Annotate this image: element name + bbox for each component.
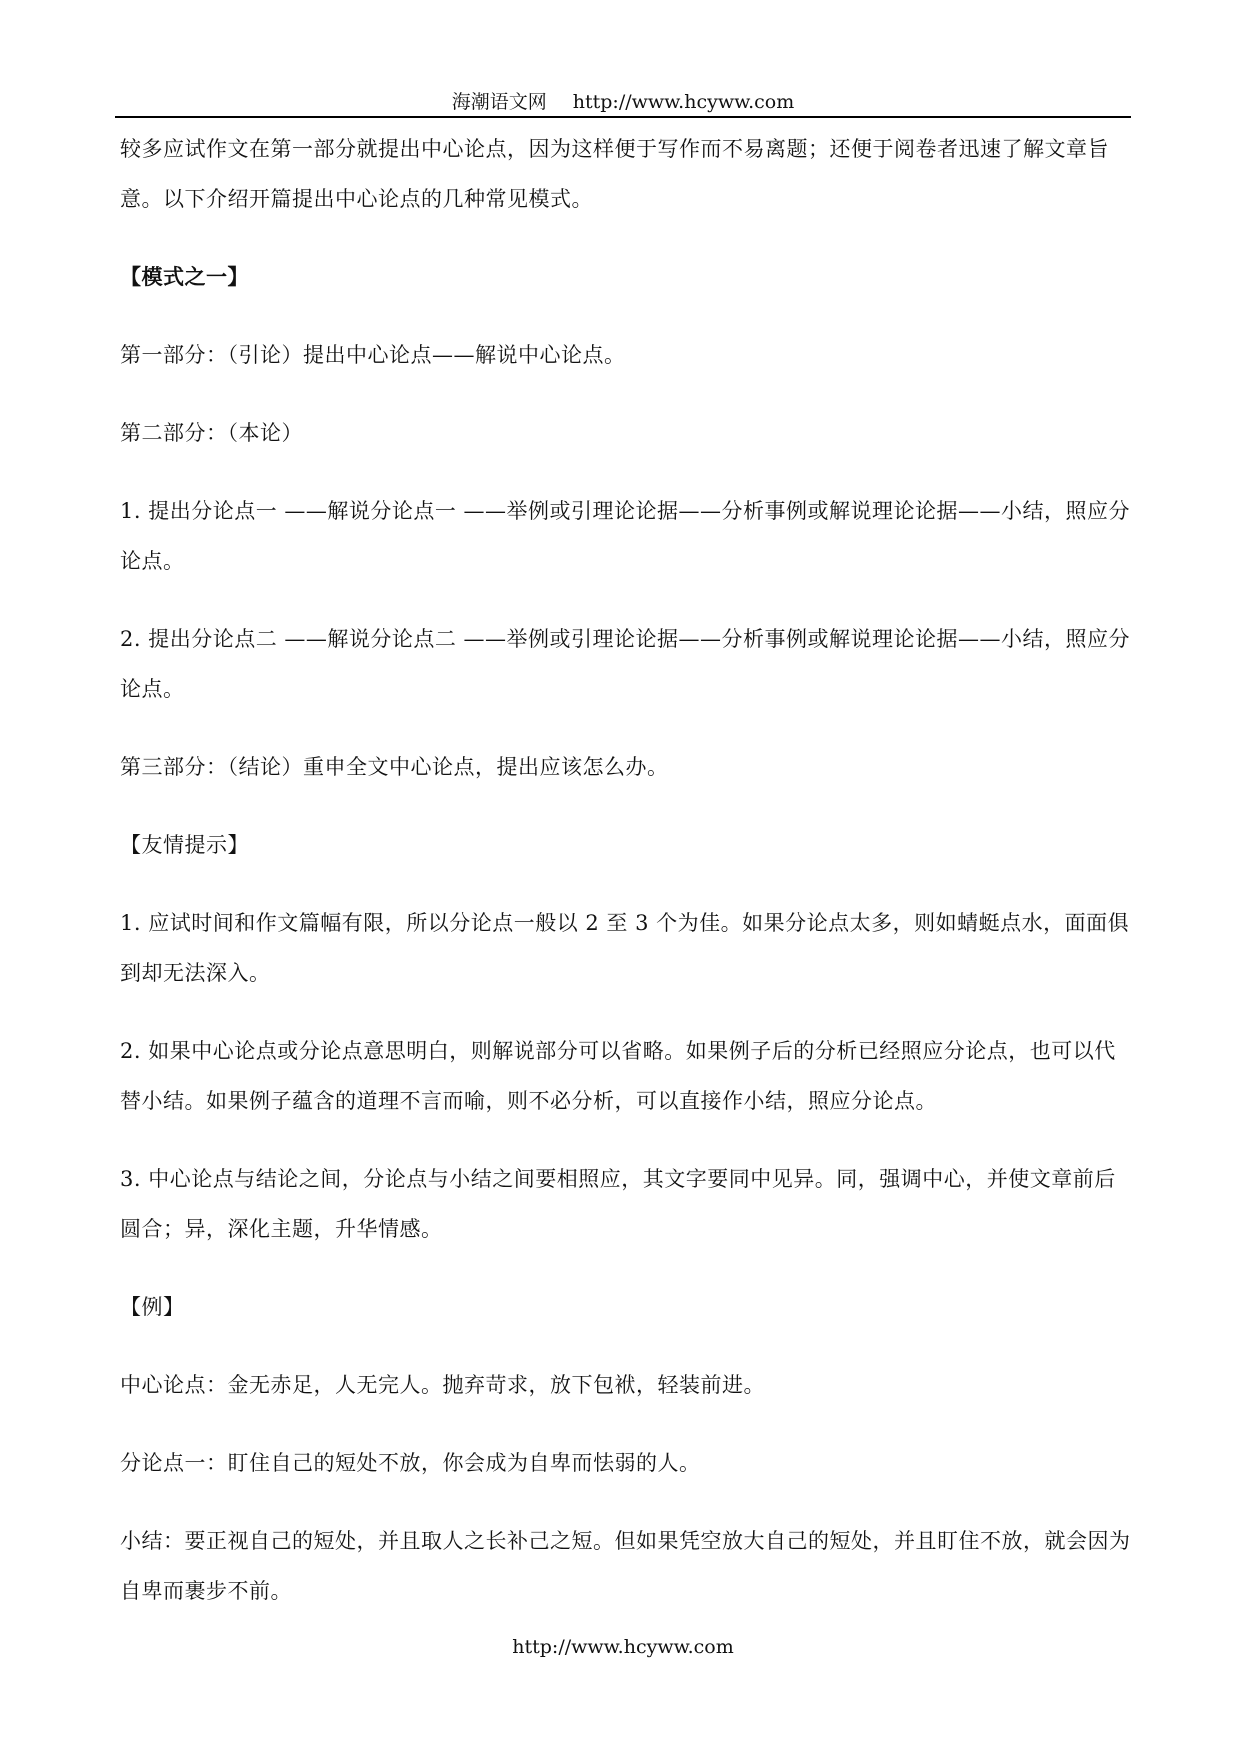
pattern-one-heading: 【模式之一】: [120, 264, 249, 289]
page-header: [115, 88, 1131, 116]
tip-2: 2. 如果中心论点或分论点意思明白，则解说部分可以省略。如果例子后的分析已经照应分论点，也可以代替小结。如果例子蕴含的道理不言而喻，则不必分析，可以直接作小结，照应分论点。: [120, 1039, 1116, 1113]
header-url: http://www.hcyww.com: [572, 91, 795, 113]
part-two-item-2: 2. 提出分论点二 ——解说分论点二 ——举例或引理论论据——分析事例或解说理论论据——小结，照应分论点。: [120, 627, 1131, 701]
example-heading: 【例】: [120, 1295, 185, 1319]
tip-3: 3. 中心论点与结论之间，分论点与小结之间要相照应，其文字要同中见异。同，强调中心，并使文章前后圆合；异，深化主题，升华情感。: [120, 1167, 1116, 1241]
document-body: [120, 124, 1132, 1644]
header-site-name: 海潮语文网: [451, 91, 547, 113]
example-summary: 小结：要正视自己的短处，并且取人之长补己之短。但如果凭空放大自己的短处，并且盯住不放，就会因为自卑而裹步不前。: [120, 1529, 1131, 1603]
part-one: 第一部分：（引论）提出中心论点——解说中心论点。: [120, 343, 626, 367]
example-sub-point-1: 分论点一：盯住自己的短处不放，你会成为自卑而怯弱的人。: [120, 1451, 701, 1475]
part-two: 第二部分：（本论）: [120, 421, 303, 445]
part-three: 第三部分：（结论）重申全文中心论点，提出应该怎么办。: [120, 755, 669, 779]
intro-paragraph: 较多应试作文在第一部分就提出中心论点，因为这样便于写作而不易离题；还便于阅卷者迅速了解文章旨意。以下介绍开篇提出中心论点的几种常见模式。: [120, 137, 1109, 211]
header-divider: [115, 116, 1131, 118]
tips-heading: 【友情提示】: [120, 833, 249, 857]
part-two-item-1: 1. 提出分论点一 ——解说分论点一 ——举例或引理论论据——分析事例或解说理论论据——小结，照应分论点。: [120, 499, 1131, 573]
tip-1: 1. 应试时间和作文篇幅有限，所以分论点一般以 2 至 3 个为佳。如果分论点太多，则如蜻蜓点水，面面俱到却无法深入。: [120, 911, 1130, 985]
example-thesis: 中心论点：金无赤足，人无完人。抛弃苛求，放下包袱，轻装前进。: [120, 1373, 765, 1397]
footer-url: http://www.hcyww.com: [512, 1636, 734, 1658]
page-footer: [115, 1636, 1131, 1658]
